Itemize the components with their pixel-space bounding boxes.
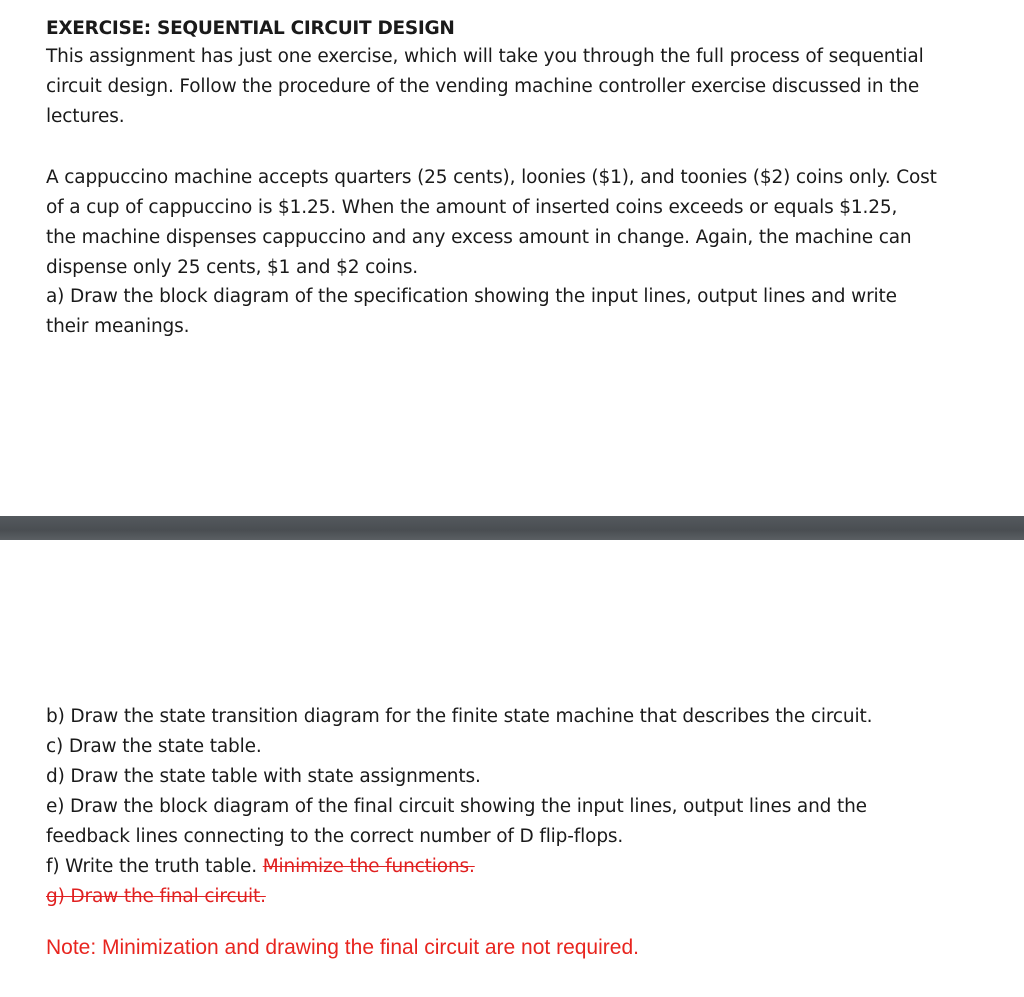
intro-paragraph	[46, 42, 1014, 132]
intro-line: This assignment has just one exercise, which will take you through the full process of sequential	[46, 46, 924, 67]
problem-line: the machine dispenses cappuccino and any excess amount in change. Again, the machine can	[46, 227, 912, 248]
part-e-line-2: feedback lines connecting to the correct number of D flip-flops.	[46, 826, 624, 847]
problem-line: A cappuccino machine accepts quarters (25 cents), loonies ($1), and toonies ($2) coins only. Cost	[46, 167, 937, 188]
part-b: b) Draw the state transition diagram for the finite state machine that describes the circuit.	[46, 706, 873, 727]
problem-statement	[46, 163, 1014, 283]
intro-line: circuit design. Follow the procedure of the vending machine controller exercise discussed in the	[46, 76, 920, 97]
part-c: c) Draw the state table.	[46, 736, 262, 757]
exercise-title: EXERCISE: SEQUENTIAL CIRCUIT DESIGN	[46, 18, 455, 39]
part-f	[46, 852, 1014, 882]
part-f-text: f) Write the truth table.	[46, 856, 263, 877]
part-a-line: a) Draw the block diagram of the specification showing the input lines, output lines and write	[46, 286, 897, 307]
part-f-struck-text: Minimize the functions.	[262, 856, 475, 877]
intro-line: lectures.	[46, 106, 125, 127]
part-g-struck: g) Draw the final circuit.	[46, 886, 266, 907]
problem-line: of a cup of cappuccino is $1.25. When the amount of inserted coins exceeds or equals $1.25,	[46, 197, 898, 218]
problem-line: dispense only 25 cents, $1 and $2 coins.	[46, 257, 419, 278]
part-a-question	[46, 282, 1014, 342]
part-a-line: their meanings.	[46, 316, 190, 337]
part-e-line-1: e) Draw the block diagram of the final circuit showing the input lines, output lines and the	[46, 796, 867, 817]
part-d: d) Draw the state table with state assignments.	[46, 766, 481, 787]
note-text: Note: Minimization and drawing the final circuit are not required.	[46, 936, 639, 959]
page-break-divider	[0, 516, 1024, 540]
remaining-parts	[46, 702, 1014, 912]
